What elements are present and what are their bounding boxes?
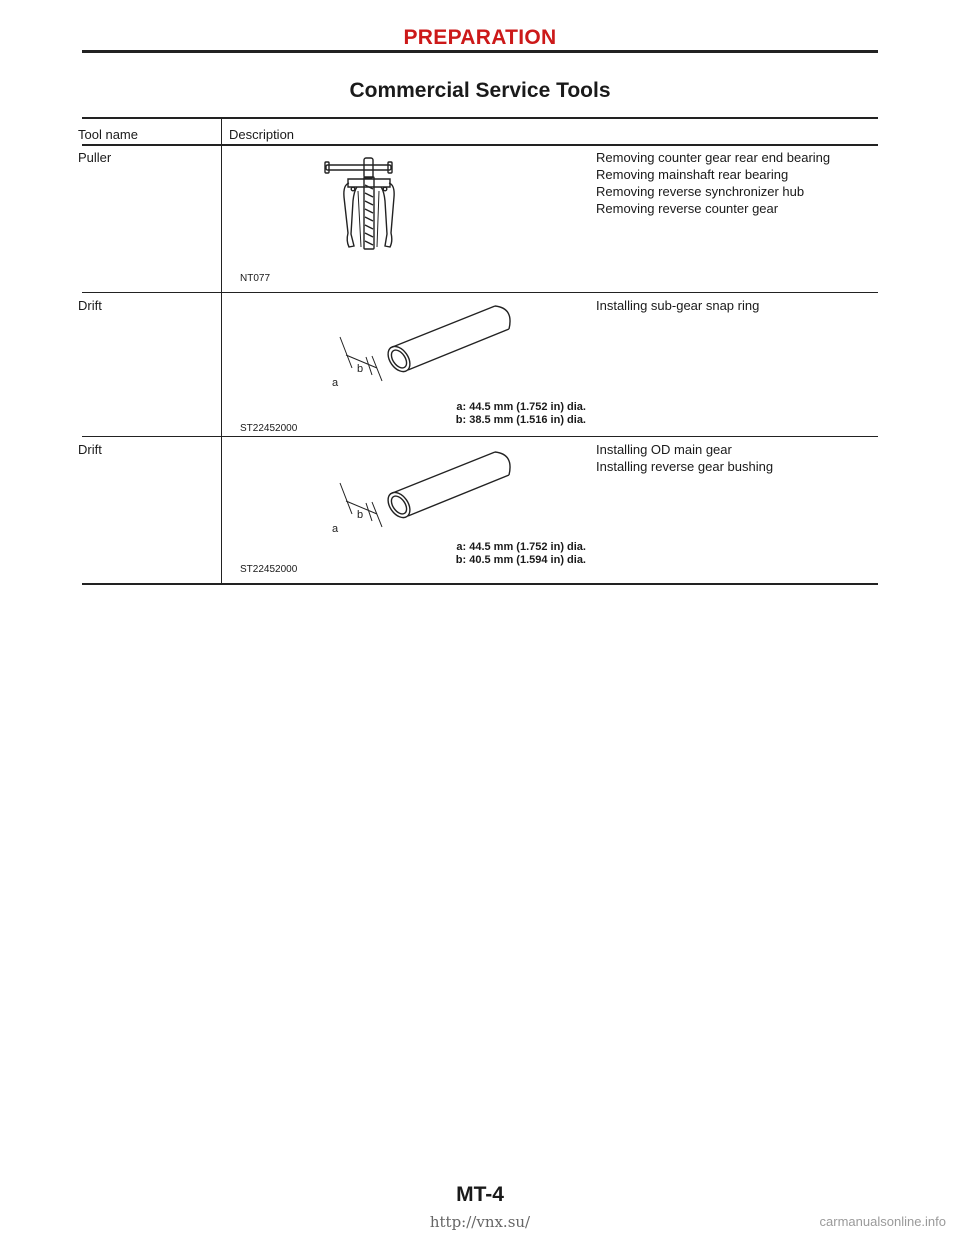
dimension-a: a: 44.5 mm (1.752 in) dia. (456, 541, 586, 553)
tool-name: Drift (78, 298, 102, 313)
tool-name: Drift (78, 442, 102, 457)
dimension-label-a: a (332, 523, 339, 535)
use-item: Removing reverse synchronizer hub (596, 184, 805, 199)
use-item: Removing counter gear rear end bearing (596, 150, 831, 165)
dimension-label-a: a (332, 377, 339, 389)
header-description: Description (229, 127, 295, 142)
row-divider (82, 292, 878, 293)
figure-code: ST22452000 (240, 564, 298, 575)
section-header: PREPARATION (403, 26, 557, 49)
row-divider (82, 436, 878, 437)
footer-url-link[interactable]: http://vnx.su/ (429, 1213, 531, 1231)
table-bottom-rule (82, 583, 878, 585)
header-rule (82, 50, 878, 53)
tools-table (78, 117, 878, 585)
use-item: Installing reverse gear bushing (596, 459, 774, 474)
header-tool-name: Tool name (78, 127, 138, 142)
use-item: Removing reverse counter gear (596, 201, 779, 216)
page-number: MT-4 (456, 1183, 504, 1206)
drift-illustration (322, 302, 522, 402)
tool-name: Puller (78, 150, 112, 165)
dimension-label-b: b (357, 363, 364, 375)
puller-illustration (322, 151, 422, 251)
use-item: Installing sub-gear snap ring (596, 298, 760, 313)
use-item: Installing OD main gear (596, 442, 732, 457)
dimension-specs (396, 541, 586, 567)
table-top-rule (82, 117, 878, 119)
dimension-b: b: 40.5 mm (1.594 in) dia. (455, 554, 586, 566)
dimension-a: a: 44.5 mm (1.752 in) dia. (456, 401, 586, 413)
use-item: Removing mainshaft rear bearing (596, 167, 789, 182)
tool-description (596, 441, 773, 475)
page-title: Commercial Service Tools (349, 79, 611, 102)
watermark: carmanualsonline.info (819, 1214, 946, 1229)
dimension-b: b: 38.5 mm (1.516 in) dia. (455, 414, 586, 426)
dimension-specs (396, 401, 586, 427)
table-header-rule (82, 144, 878, 146)
drift-illustration (322, 448, 522, 548)
tool-description (596, 297, 759, 314)
tool-description (596, 149, 830, 217)
dimension-label-b: b (357, 509, 364, 521)
figure-code: ST22452000 (240, 423, 298, 434)
column-divider (221, 118, 222, 584)
figure-code: NT077 (240, 273, 271, 284)
